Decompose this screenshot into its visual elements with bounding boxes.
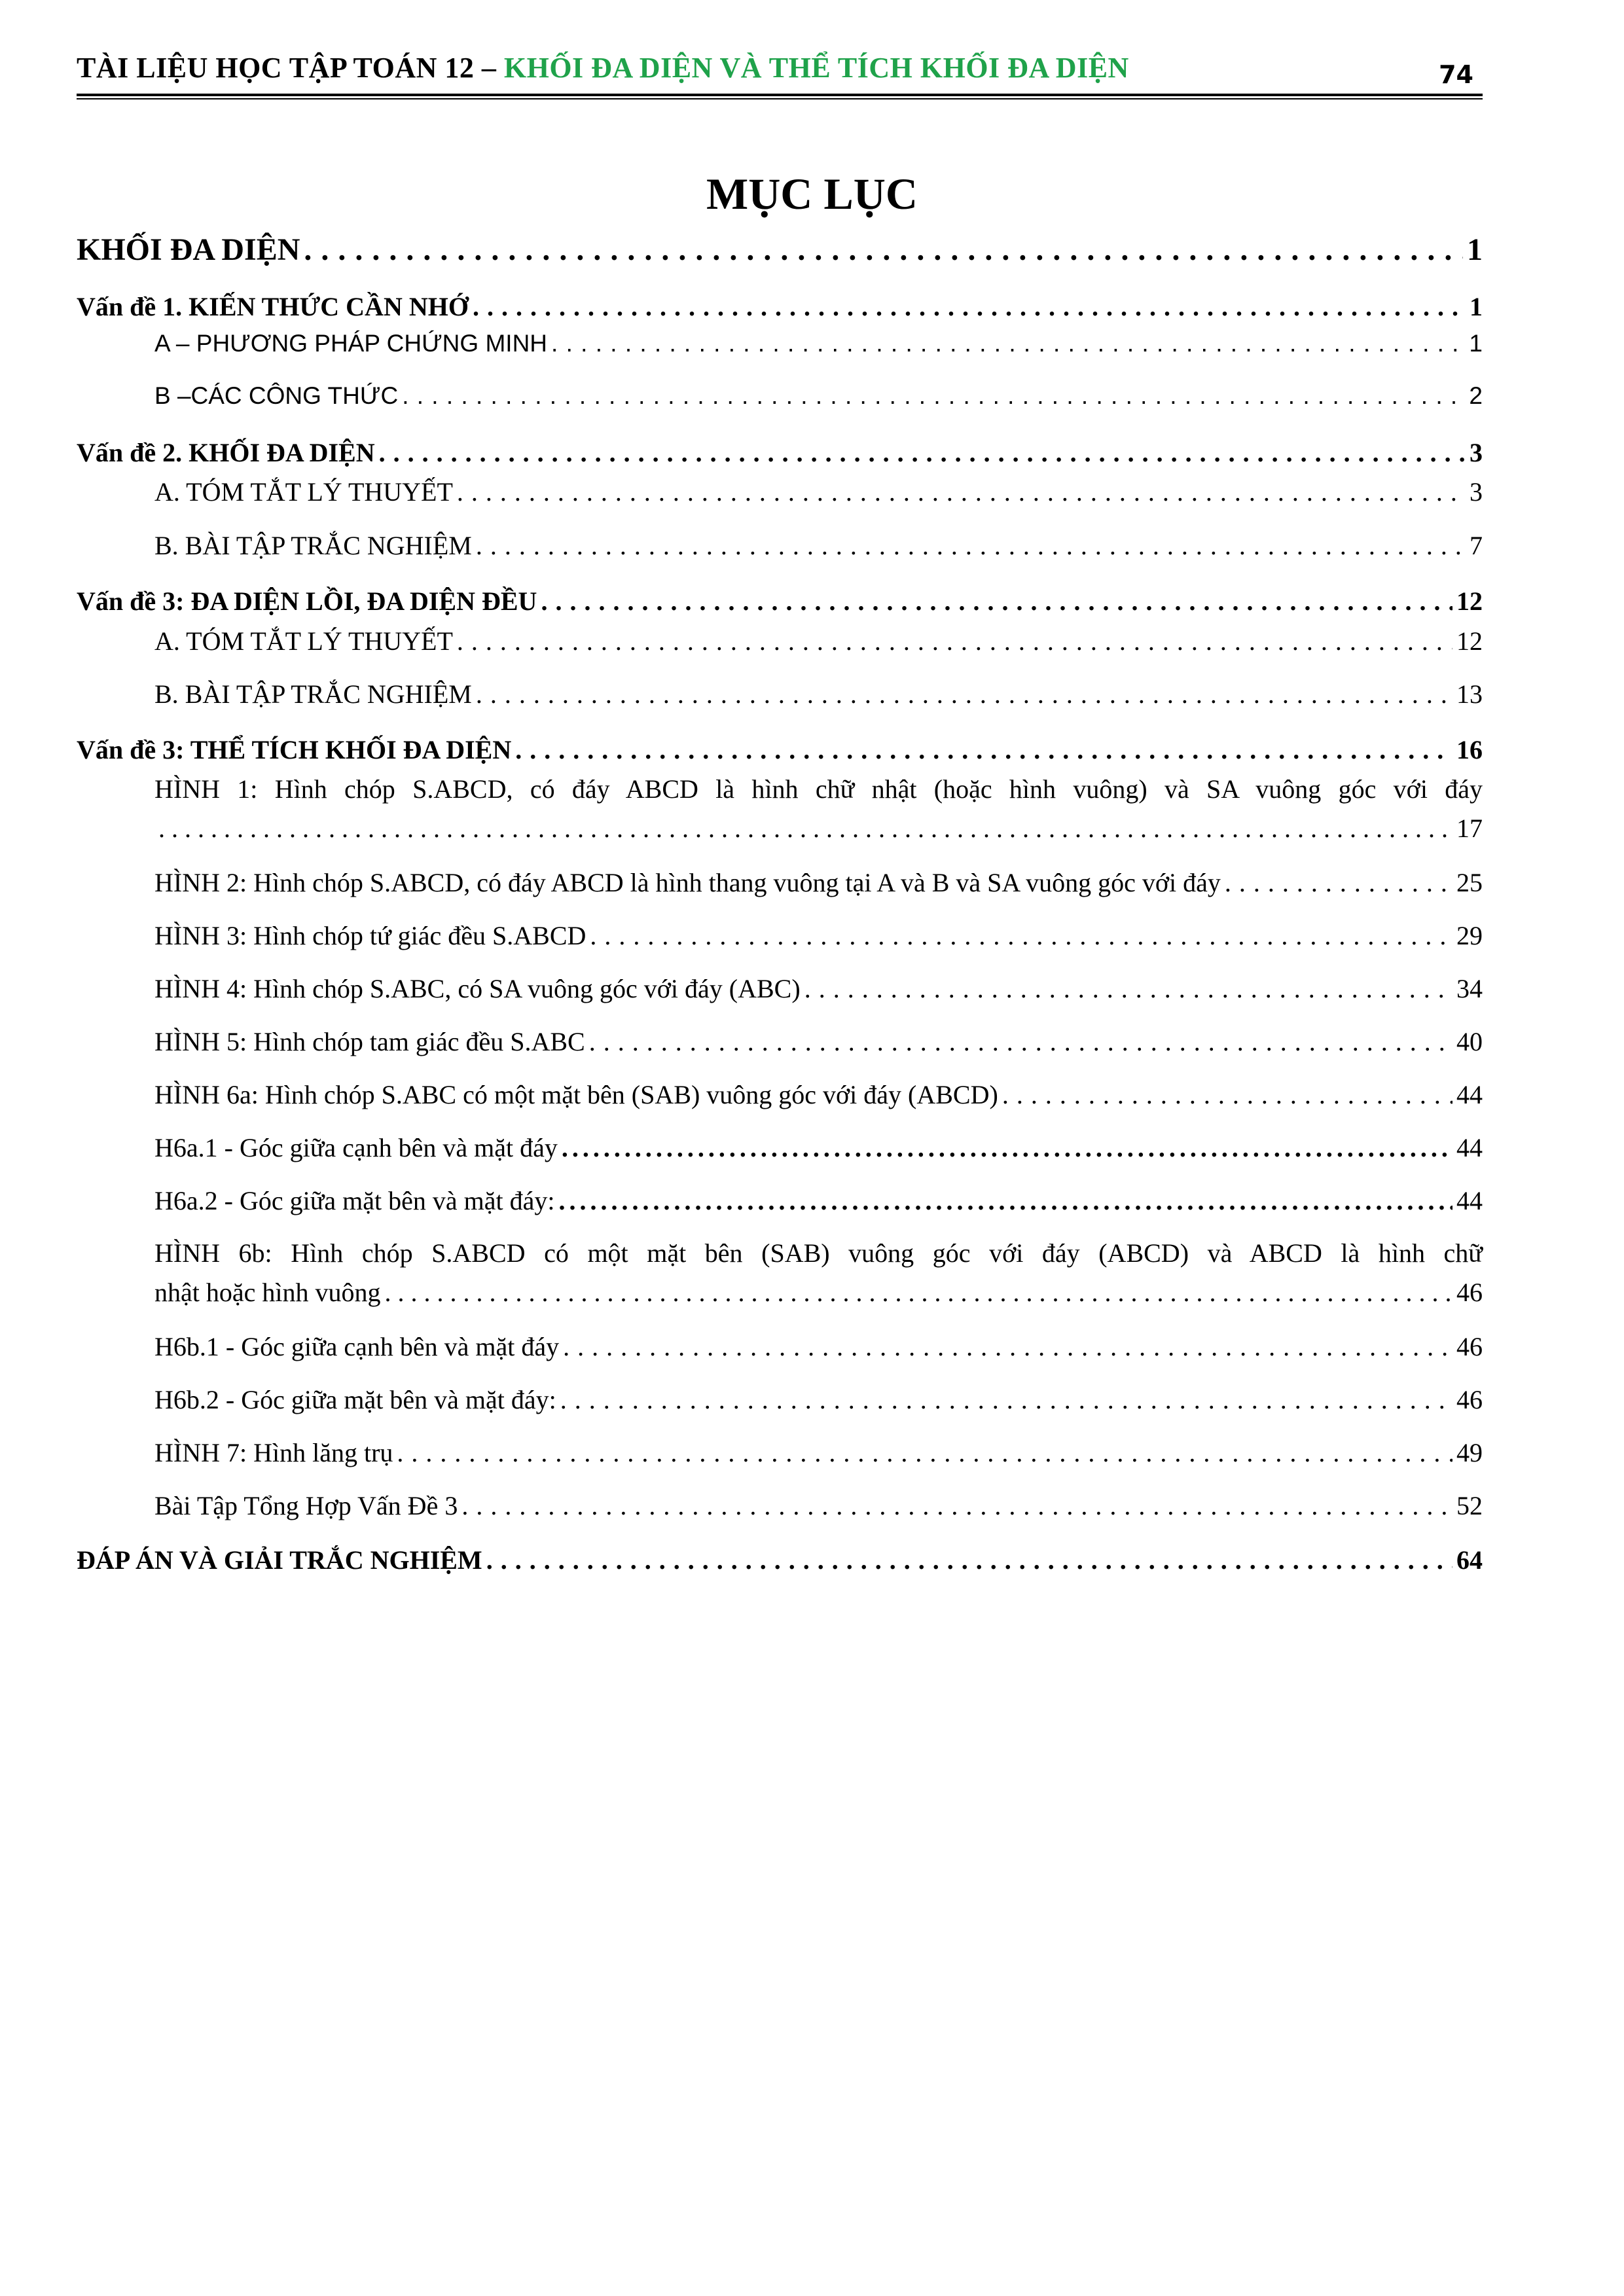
toc-entry-label: Vấn đề 1. KIẾN THỨC CẦN NHỚ <box>77 292 469 321</box>
toc-entry-bai-tap-trac-nghiem-3[interactable] <box>154 679 1483 709</box>
toc-entry-page: 16 <box>1456 735 1483 764</box>
toc-entry-hinh-7[interactable] <box>154 1437 1483 1468</box>
toc-entry-hinh-6b[interactable] <box>154 1238 1483 1308</box>
toc-entry-h6a-1[interactable] <box>154 1132 1483 1163</box>
toc-entry-label: HÌNH 3: Hình chóp tứ giác đều S.ABCD <box>154 921 586 950</box>
toc-leader-dots <box>804 973 1453 1004</box>
toc-entry-page: 25 <box>1456 868 1483 897</box>
toc-entry-page: 1 <box>1469 330 1483 357</box>
header-title-main: TÀI LIỆU HỌC TẬP TOÁN 12 – <box>77 52 504 84</box>
toc-leader-dots <box>457 476 1466 507</box>
toc-entry-label: B. BÀI TẬP TRẮC NGHIỆM <box>154 679 472 709</box>
header-title-topic: KHỐI ĐA DIỆN VÀ THỂ TÍCH KHỐI ĐA DIỆN <box>503 52 1129 84</box>
toc-entry-page: 52 <box>1456 1491 1483 1520</box>
toc-entry-page: 44 <box>1456 1080 1483 1109</box>
toc-entry-page: 3 <box>1470 477 1483 507</box>
toc-entry-page: 7 <box>1470 531 1483 560</box>
toc-leader-dots <box>461 1490 1453 1521</box>
toc-entry-page: 64 <box>1456 1545 1483 1575</box>
toc-entry-hinh-6a[interactable] <box>154 1079 1483 1110</box>
toc-entry-label: HÌNH 5: Hình chóp tam giác đều S.ABC <box>154 1027 585 1056</box>
toc-entry-page: 46 <box>1456 1278 1483 1307</box>
toc-entry-label: HÌNH 7: Hình lăng trụ <box>154 1438 393 1467</box>
toc-entry-page: 46 <box>1456 1332 1483 1361</box>
toc-leader-dots <box>515 734 1453 765</box>
toc-entry-label: ĐÁP ÁN VÀ GIẢI TRẮC NGHIỆM <box>77 1545 482 1575</box>
toc-entry-label: HÌNH 1: Hình chóp S.ABCD, có đáy ABCD là hình chữ nhật (hoặc hình vuông) và SA vuông góc với đáy <box>154 774 1483 804</box>
toc-entry-h6a-2[interactable] <box>154 1185 1483 1216</box>
toc-entry-page: 29 <box>1456 921 1483 950</box>
toc-leader-dots <box>473 291 1466 322</box>
toc-entry-label: Vấn đề 3: ĐA DIỆN LỒI, ĐA DIỆN ĐỀU <box>77 586 537 616</box>
toc-leader-dots <box>590 920 1453 951</box>
toc-entry-label: B –CÁC CÔNG THỨC <box>154 382 399 409</box>
toc-entry-hinh-2[interactable] <box>154 867 1483 898</box>
toc-entry-label: H6b.2 - Góc giữa mặt bên và mặt đáy: <box>154 1385 556 1414</box>
toc-leader-dots <box>476 679 1453 709</box>
toc-entry-label: HÌNH 6a: Hình chóp S.ABC có một mặt bên (SAB) vuông góc với đáy (ABCD) <box>154 1080 998 1109</box>
toc-entry-label: Bài Tập Tổng Hợp Vấn Đề 3 <box>154 1491 458 1520</box>
toc-entry-page: 44 <box>1456 1186 1483 1215</box>
toc-entry-van-de-2[interactable] <box>77 437 1483 468</box>
toc-entry-phuong-phap-chung-minh[interactable] <box>154 330 1483 357</box>
toc-leader-dots <box>476 530 1466 561</box>
toc-entry-hinh-4[interactable] <box>154 973 1483 1004</box>
toc-leader-dots <box>397 1437 1453 1468</box>
toc-entry-tom-tat-ly-thuyet-2[interactable] <box>154 476 1483 507</box>
toc-leader-dots <box>562 1132 1453 1163</box>
toc-entry-bai-tap-tong-hop[interactable] <box>154 1490 1483 1521</box>
toc-entry-page: 2 <box>1469 382 1483 409</box>
page-header <box>77 51 1483 97</box>
header-rule-thick <box>77 94 1483 96</box>
toc-entry-h6b-2[interactable] <box>154 1384 1483 1415</box>
toc-entry-page: 1 <box>1470 292 1483 321</box>
toc-entry-label: H6b.1 - Góc giữa cạnh bên và mặt đáy <box>154 1332 560 1361</box>
toc-leader-dots <box>402 382 1465 410</box>
toc-entry-label: B. BÀI TẬP TRẮC NGHIỆM <box>154 531 472 560</box>
toc-entry-hinh-5[interactable] <box>154 1026 1483 1057</box>
toc-entry-page: 46 <box>1456 1385 1483 1414</box>
toc-entry-hinh-1[interactable] <box>154 774 1483 844</box>
toc-leader-dots <box>563 1331 1453 1362</box>
toc-entry-page: 40 <box>1456 1027 1483 1056</box>
toc-entry-page: 12 <box>1456 626 1483 656</box>
toc-entry-label: A – PHƯƠNG PHÁP CHỨNG MINH <box>154 330 548 357</box>
toc-leader-dots <box>385 1277 1453 1308</box>
toc-entry-label: Vấn đề 3: THỂ TÍCH KHỐI ĐA DIỆN <box>77 735 512 764</box>
toc-entry-page: 12 <box>1456 586 1483 616</box>
toc-title: MỤC LỤC <box>706 169 918 219</box>
toc-entry-bai-tap-trac-nghiem-2[interactable] <box>154 530 1483 561</box>
toc-leader-dots <box>560 1384 1453 1415</box>
toc-leader-dots <box>1225 867 1453 898</box>
toc-entry-label: HÌNH 2: Hình chóp S.ABCD, có đáy ABCD là hình thang vuông tại A và B và SA vuông góc với đáy <box>154 868 1221 897</box>
toc-entry-hinh-3[interactable] <box>154 920 1483 951</box>
toc-entry-cac-cong-thuc[interactable] <box>154 382 1483 410</box>
toc-leader-dots <box>457 626 1453 656</box>
toc-entry-h6b-1[interactable] <box>154 1331 1483 1362</box>
toc-entry-label-line2: nhật hoặc hình vuông <box>154 1278 381 1307</box>
toc-leader-dots <box>304 232 1463 268</box>
toc-entry-dap-an[interactable] <box>77 1545 1483 1575</box>
toc-entry-page: 34 <box>1456 974 1483 1003</box>
toc-leader-dots <box>486 1545 1453 1575</box>
toc-entry-page: 1 <box>1467 232 1483 267</box>
toc-entry-page: 3 <box>1470 438 1483 467</box>
toc-entry-label: A. TÓM TẮT LÝ THUYẾT <box>154 626 453 656</box>
toc-leader-dots <box>589 1026 1453 1057</box>
toc-leader-dots <box>158 813 1453 844</box>
toc-leader-dots <box>541 586 1453 617</box>
toc-entry-label-line1: HÌNH 6b: Hình chóp S.ABCD có một mặt bên (SAB) vuông góc với đáy (ABCD) và ABCD là hình chữ <box>154 1238 1483 1268</box>
toc-leader-dots <box>558 1185 1453 1216</box>
toc-entry-label: KHỐI ĐA DIỆN <box>77 232 300 267</box>
toc-entry-van-de-1[interactable] <box>77 291 1483 322</box>
toc-entry-page: 44 <box>1456 1133 1483 1162</box>
toc-entry-label: H6a.1 - Góc giữa cạnh bên và mặt đáy <box>154 1133 558 1162</box>
toc-leader-dots <box>1002 1079 1453 1110</box>
toc-entry-tom-tat-ly-thuyet-3[interactable] <box>154 626 1483 656</box>
header-rule-thin <box>77 98 1483 99</box>
toc-entry-page: 17 <box>1456 814 1483 843</box>
header-page-number: 74 <box>1439 60 1473 89</box>
toc-entry-van-de-3-the-tich[interactable] <box>77 734 1483 765</box>
toc-entry-khoi-da-dien[interactable] <box>77 232 1483 268</box>
toc-leader-dots <box>551 330 1465 357</box>
toc-entry-page: 13 <box>1456 679 1483 709</box>
toc-entry-label: H6a.2 - Góc giữa mặt bên và mặt đáy: <box>154 1186 555 1215</box>
header-title <box>77 51 1129 84</box>
toc-entry-label: Vấn đề 2. KHỐI ĐA DIỆN <box>77 438 375 467</box>
toc-entry-page: 49 <box>1456 1438 1483 1467</box>
toc-entry-label: HÌNH 4: Hình chóp S.ABC, có SA vuông góc với đáy (ABC) <box>154 974 801 1003</box>
toc-entry-van-de-3-da-dien[interactable] <box>77 586 1483 617</box>
toc-leader-dots <box>379 437 1466 468</box>
toc-entry-label: A. TÓM TẮT LÝ THUYẾT <box>154 477 453 507</box>
